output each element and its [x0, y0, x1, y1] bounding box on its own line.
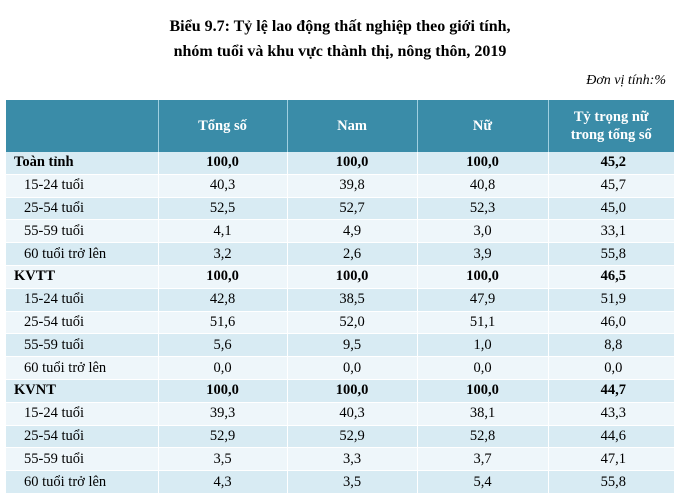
row-value: 55,8	[548, 243, 674, 266]
table-row	[6, 243, 674, 266]
row-value: 5,6	[158, 334, 287, 357]
header-cell-male: Nam	[287, 100, 417, 152]
page-title	[0, 14, 680, 64]
row-value: 100,0	[287, 265, 417, 288]
row-value: 52,0	[287, 311, 417, 334]
row-value: 38,1	[417, 402, 548, 425]
table-row	[6, 402, 674, 425]
row-value: 51,6	[158, 311, 287, 334]
row-value: 47,1	[548, 448, 674, 471]
row-value: 51,9	[548, 288, 674, 311]
table-row	[6, 311, 674, 334]
table-group-row	[6, 379, 674, 402]
row-value: 45,2	[548, 152, 674, 174]
row-value: 0,0	[287, 357, 417, 380]
table-row	[6, 197, 674, 220]
row-value: 0,0	[417, 357, 548, 380]
row-value: 47,9	[417, 288, 548, 311]
header-cell-female-share	[548, 100, 674, 152]
table-row	[6, 288, 674, 311]
row-label: Toàn tỉnh	[6, 152, 158, 174]
row-value: 8,8	[548, 334, 674, 357]
row-value: 46,0	[548, 311, 674, 334]
row-value: 52,5	[158, 197, 287, 220]
data-table	[6, 100, 674, 494]
row-label: KVNT	[6, 379, 158, 402]
header-cell-female: Nữ	[417, 100, 548, 152]
row-value: 5,4	[417, 471, 548, 494]
row-value: 1,0	[417, 334, 548, 357]
title-line-1: Biểu 9.7: Tỷ lệ lao động thất nghiệp theo giới tính,	[169, 18, 511, 35]
row-value: 52,7	[287, 197, 417, 220]
row-value: 52,8	[417, 425, 548, 448]
table-row	[6, 425, 674, 448]
table-row	[6, 471, 674, 494]
row-value: 100,0	[287, 379, 417, 402]
table-group-row	[6, 265, 674, 288]
row-value: 55,8	[548, 471, 674, 494]
row-label: 55-59 tuổi	[6, 448, 158, 471]
row-label: 60 tuổi trở lên	[6, 357, 158, 380]
row-value: 100,0	[158, 152, 287, 174]
row-value: 40,3	[287, 402, 417, 425]
row-value: 100,0	[417, 152, 548, 174]
row-value: 4,9	[287, 220, 417, 243]
row-value: 3,5	[158, 448, 287, 471]
table-row	[6, 357, 674, 380]
row-label: 15-24 tuổi	[6, 288, 158, 311]
table-group-row	[6, 152, 674, 174]
row-value: 51,1	[417, 311, 548, 334]
row-value: 52,3	[417, 197, 548, 220]
row-value: 44,7	[548, 379, 674, 402]
row-value: 2,6	[287, 243, 417, 266]
row-value: 3,3	[287, 448, 417, 471]
row-value: 4,3	[158, 471, 287, 494]
row-label: 25-54 tuổi	[6, 311, 158, 334]
table-row	[6, 448, 674, 471]
row-value: 38,5	[287, 288, 417, 311]
row-value: 39,8	[287, 174, 417, 197]
table-row	[6, 220, 674, 243]
row-label: 55-59 tuổi	[6, 220, 158, 243]
row-value: 100,0	[417, 379, 548, 402]
row-value: 45,7	[548, 174, 674, 197]
row-value: 9,5	[287, 334, 417, 357]
header-cell-blank	[6, 100, 158, 152]
unit-note: Đơn vị tính:%	[586, 73, 666, 88]
row-label: 15-24 tuổi	[6, 174, 158, 197]
row-label: 25-54 tuổi	[6, 197, 158, 220]
row-value: 3,2	[158, 243, 287, 266]
row-value: 42,8	[158, 288, 287, 311]
row-value: 33,1	[548, 220, 674, 243]
row-value: 44,6	[548, 425, 674, 448]
row-value: 52,9	[287, 425, 417, 448]
row-value: 3,7	[417, 448, 548, 471]
row-value: 40,8	[417, 174, 548, 197]
row-value: 100,0	[287, 152, 417, 174]
header-female-share-text: Tỷ trọng nữ trong tổng số	[570, 109, 652, 143]
table-body	[6, 152, 674, 493]
header-cell-total: Tổng số	[158, 100, 287, 152]
table-header-row	[6, 100, 674, 152]
row-value: 100,0	[158, 265, 287, 288]
row-label: 15-24 tuổi	[6, 402, 158, 425]
table-row	[6, 174, 674, 197]
table-row	[6, 334, 674, 357]
row-value: 46,5	[548, 265, 674, 288]
row-value: 3,0	[417, 220, 548, 243]
row-label: 25-54 tuổi	[6, 425, 158, 448]
row-label: KVTT	[6, 265, 158, 288]
row-value: 3,5	[287, 471, 417, 494]
row-value: 100,0	[417, 265, 548, 288]
row-label: 55-59 tuổi	[6, 334, 158, 357]
row-value: 40,3	[158, 174, 287, 197]
row-label: 60 tuổi trở lên	[6, 243, 158, 266]
row-value: 39,3	[158, 402, 287, 425]
row-value: 0,0	[158, 357, 287, 380]
row-value: 45,0	[548, 197, 674, 220]
row-value: 100,0	[158, 379, 287, 402]
row-label: 60 tuổi trở lên	[6, 471, 158, 494]
row-value: 52,9	[158, 425, 287, 448]
row-value: 4,1	[158, 220, 287, 243]
row-value: 0,0	[548, 357, 674, 380]
row-value: 3,9	[417, 243, 548, 266]
row-value: 43,3	[548, 402, 674, 425]
title-line-2: nhóm tuổi và khu vực thành thị, nông thôn, 2019	[173, 43, 507, 60]
